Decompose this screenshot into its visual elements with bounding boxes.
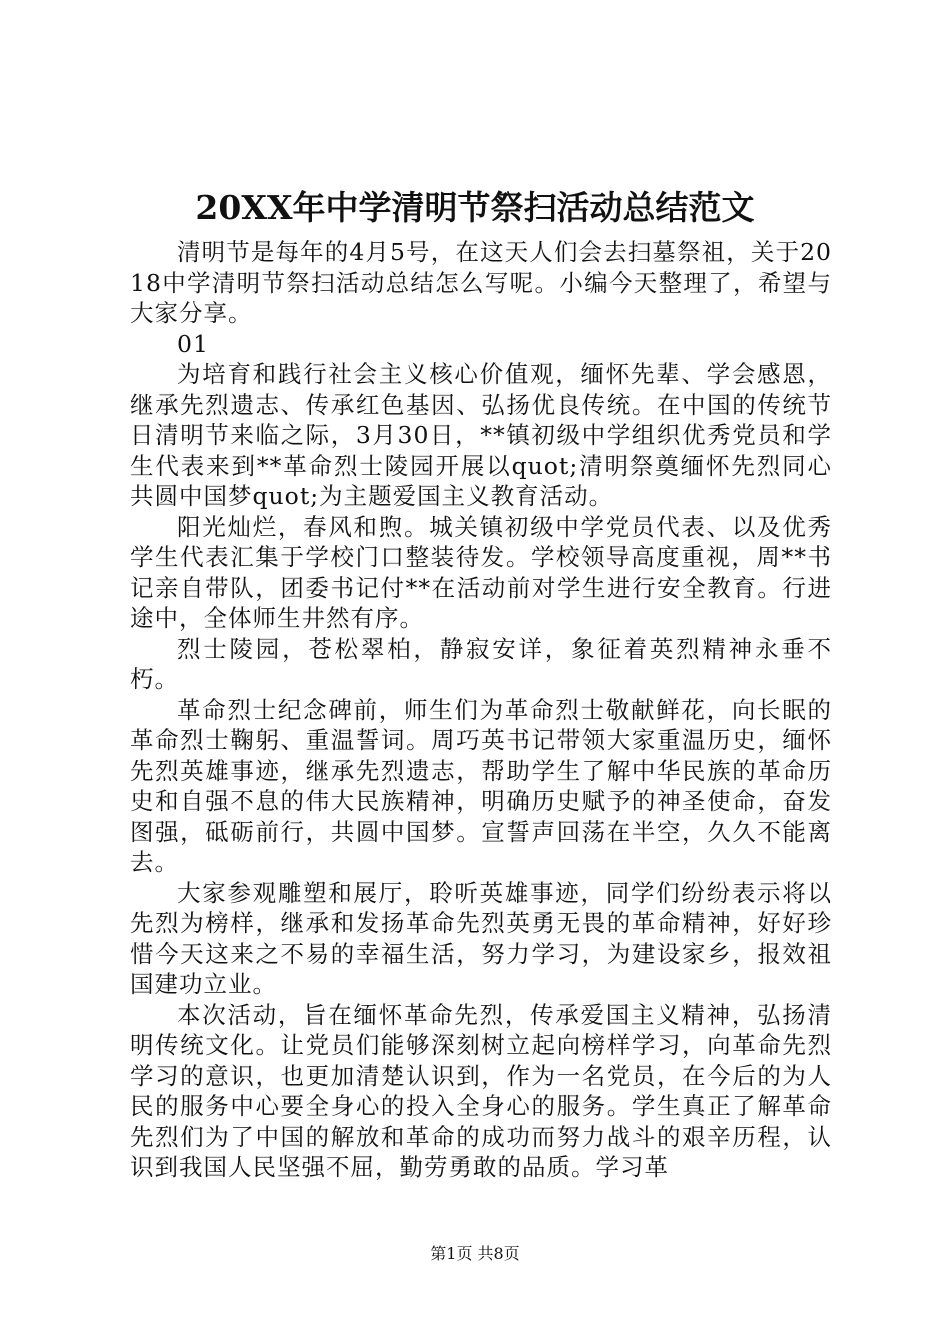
section-number: 01 bbox=[177, 329, 209, 358]
paragraph: 本次活动，旨在缅怀革命先烈，传承爱国主义精神，弘扬清明传统文化。让党员们能够深刻树立起向榜样学习，向革命先烈学习的意识，也更加清楚认识到，作为一名党员，在今后的为人民的服务中心要全身心的投入全身心的服务。学生真正了解革命先烈们为了中国的解放和革命的成功而努力战斗的艰辛历程，认识到我国人民坚强不屈，勤劳勇敢的品质。学习革 bbox=[130, 1000, 832, 1181]
paragraph: 阳光灿烂，春风和煦。城关镇初级中学党员代表、以及优秀学生代表汇集于学校门口整装待发。学校领导高度重视，周**书记亲自带队，团委书记付**在活动前对学生进行安全教育。行进途中，全体师生井然有序。 bbox=[130, 512, 832, 632]
document-body bbox=[130, 237, 832, 1183]
paragraph: 为培育和践行社会主义核心价值观，缅怀先辈、学会感恩，继承先烈遗志、传承红色基因、弘扬优良传统。在中国的传统节日清明节来临之际，3月30日，**镇初级中学组织优秀党员和学生代表来到**革命烈士陵园开展以quot;清明祭奠缅怀先烈同心共圆中国梦quot;为主题爱国主义教育活动。 bbox=[130, 360, 832, 510]
document-title: 20XX年中学清明节祭扫活动总结范文 bbox=[195, 188, 755, 227]
paragraph-intro: 清明节是每年的4月5号，在这天人们会去扫墓祭祖，关于2018中学清明节祭扫活动总结怎么写呢。小编今天整理了，希望与大家分享。 bbox=[130, 238, 832, 327]
paragraph: 革命烈士纪念碑前，师生们为革命烈士敬献鲜花，向长眠的革命烈士鞠躬、重温誓词。周巧英书记带领大家重温历史，缅怀先烈英雄事迹，继承先烈遗志，帮助学生了解中华民族的革命历史和自强不息的伟大民族精神，明确历史赋予的神圣使命，奋发图强，砥砺前行，共圆中国梦。宣誓声回荡在半空，久久不能离去。 bbox=[130, 695, 832, 876]
page-footer: 第1页 共8页 bbox=[430, 1244, 520, 1263]
paragraph: 大家参观雕塑和展厅，聆听英雄事迹，同学们纷纷表示将以先烈为榜样，继承和发扬革命先烈英勇无畏的革命精神，好好珍惜今天这来之不易的幸福生活，努力学习，为建设家乡，报效祖国建功立业。 bbox=[130, 878, 832, 998]
paragraph: 烈士陵园，苍松翠柏，静寂安详，象征着英烈精神永垂不朽。 bbox=[130, 634, 832, 693]
